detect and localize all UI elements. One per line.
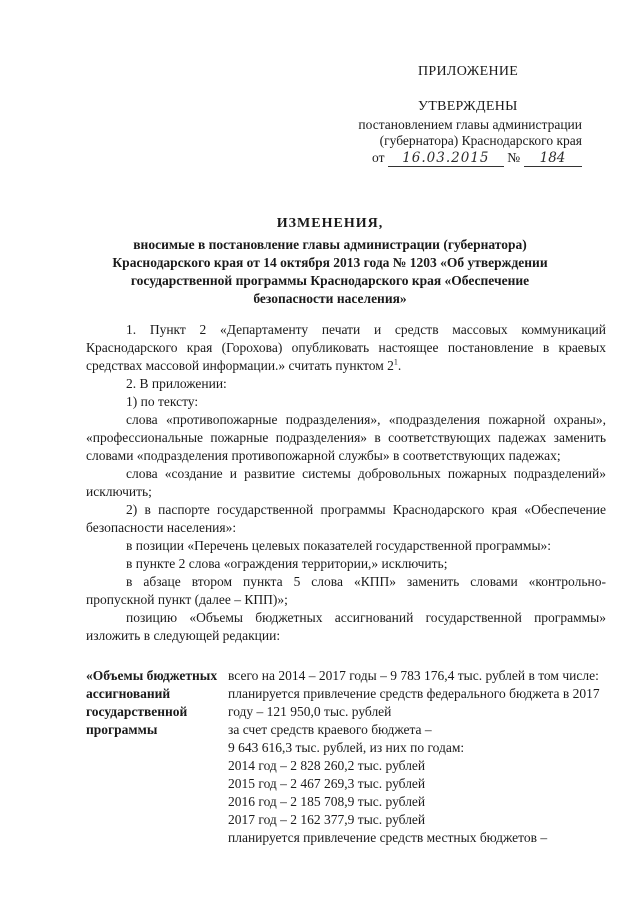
paragraph-6: 2) в паспорте государственной программы Краснодарского края «Обеспечение безопасности населения»: xyxy=(86,502,606,535)
title-line-3: государственной программы Краснодарского края «Обеспечение xyxy=(130,273,530,288)
paragraph-9: в абзаце втором пункта 5 слова «КПП» заменить словами «контрольно-пропускной пункт (далее – КПП)»; xyxy=(86,574,606,607)
budget-line: планируется привлечение средств местных бюджетов – xyxy=(228,830,548,845)
appendix-label: ПРИЛОЖЕНИЕ xyxy=(418,64,519,79)
paragraph-7: в позиции «Перечень целевых показателей государственной программы»: xyxy=(126,538,552,553)
approval-line-1: постановлением главы администрации xyxy=(358,117,582,132)
title-line-4: безопасности населения» xyxy=(253,291,407,306)
paragraph-1: 1. Пункт 2 «Департаменту печати и средств массовых коммуникаций Краснодарского края (Горохова) опубликовать настоящее постановление в краевых средствах массовой информации.» считать пунктом $2^1$. xyxy=(86,322,606,373)
budget-line: 2017 год – 2 162 377,9 тыс. рублей xyxy=(228,812,426,827)
title-line-2: Краснодарского края от 14 октября 2013 года № 1203 «Об утверждении xyxy=(112,255,548,270)
budget-line: за счет средств краевого бюджета – xyxy=(228,722,432,737)
document-body xyxy=(86,321,606,645)
title-main: ИЗМЕНЕНИЯ, xyxy=(276,216,384,231)
budget-line: 2015 год – 2 467 269,3 тыс. рублей xyxy=(228,776,426,791)
approved-label: УТВЕРЖДЕНЫ xyxy=(418,99,518,114)
paragraph-3: 1) по тексту: xyxy=(126,394,199,409)
budget-line: 9 643 616,3 тыс. рублей, из них по годам: xyxy=(228,740,465,755)
handwritten-number: 184 xyxy=(524,150,582,167)
table-row xyxy=(86,662,606,847)
paragraph-5: слова «создание и развитие системы добровольных пожарных подразделений» исключить; xyxy=(86,466,606,499)
paragraph-10: позицию «Объемы бюджетных ассигнований государственной программы» изложить в следующей редакции: xyxy=(86,610,606,643)
budget-line: 2016 год – 2 185 708,9 тыс. рублей xyxy=(228,794,426,809)
budget-key-cell: «Объемы бюджетных ассигнований государственной программы xyxy=(86,668,218,737)
paragraph-8: в пункте 2 слова «ограждения территории,» исключить; xyxy=(126,556,448,571)
title-line-1: вносимые в постановление главы администрации (губернатора) xyxy=(133,237,527,252)
paragraph-4: слова «противопожарные подразделения», «подразделения пожарной охраны», «профессиональные пожарные подразделения» в соответствующих падежах заменить словами «подразделения противопожарной службы» в соответствующих падежах; xyxy=(86,412,606,463)
budget-line: всего на 2014 – 2017 годы – 9 783 176,4 тыс. рублей в том числе: xyxy=(228,668,599,683)
paragraph-2: 2. В приложении: xyxy=(126,376,227,391)
approval-date-row xyxy=(372,150,582,167)
budget-line: 2014 год – 2 828 260,2 тыс. рублей xyxy=(228,758,426,773)
number-sign: № xyxy=(507,150,521,165)
budget-table xyxy=(86,662,606,847)
budget-value-cell xyxy=(228,662,606,847)
budget-line: планируется привлечение средств федерального бюджета в 2017 году – 121 950,0 тыс. рублей xyxy=(228,686,600,719)
date-prefix: от xyxy=(372,150,385,165)
document-title xyxy=(80,216,580,308)
superscript-1: 1 xyxy=(393,357,398,367)
approval-line-2: (губернатора) Краснодарского края xyxy=(379,133,582,148)
handwritten-date: 16.03.2015 xyxy=(388,150,504,167)
